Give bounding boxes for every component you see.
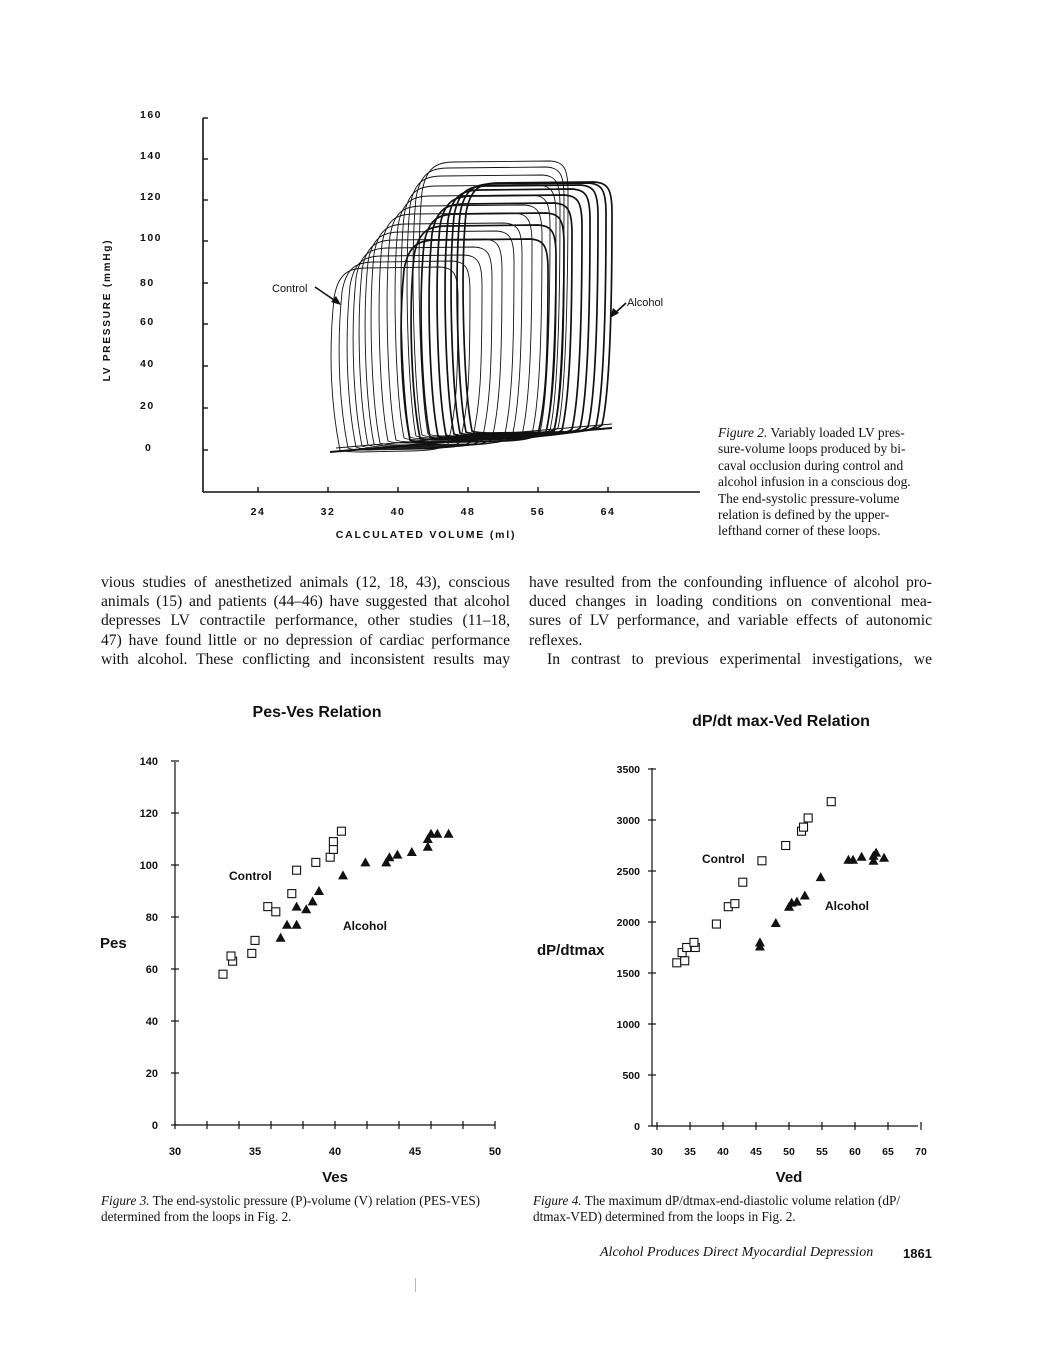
caption-line: The end-systolic pressure (P)-volume (V) relation (PES-VES) [152,1193,481,1208]
fig2-x-tick-label: 64 [600,506,616,518]
fig2-y-tick-label: 160 [140,109,163,121]
fig4-title: dP/dt max-Ved Relation [692,713,870,730]
caption-lead: Figure 2. [718,425,768,440]
caption-line: determined from the loops in Fig. 2. [101,1209,292,1225]
fig4-y-tick-label: 3000 [616,815,640,827]
caption-line: dtmax-VED) determined from the loops in Fig. 2. [533,1209,796,1225]
fig3-point-alcohol [384,852,394,861]
fig3-tick-marks [171,761,495,1129]
fig3-y-tick-label: 140 [139,756,158,768]
fig2-label-control: Control [272,283,308,295]
fig3-point-control [272,908,280,916]
fig4-point-alcohol [800,890,810,899]
fig4-point-control [758,857,766,865]
fig4-point-control [690,938,698,946]
fig3-y-tick-label: 40 [145,1016,158,1028]
fig4-y-tick-label: 1000 [616,1019,640,1031]
body-line: duced changes in loading conditions on conventional mea- [529,593,932,611]
fig3-y-tick-label: 20 [145,1068,158,1080]
fig3-point-control [264,903,272,911]
caption-line: Variably loaded LV pres- [770,425,905,440]
fig3-y-tick-label: 120 [139,808,158,820]
fig3-point-control [312,858,320,866]
fig2-y-tick-label: 60 [140,316,155,328]
fig2-y-axis-label: LV PRESSURE (mmHg) [102,238,113,382]
fig4-point-alcohol [871,848,881,857]
fig4-x-axis-label: Ved [775,1169,803,1186]
fig2-pressure-volume-loops [330,161,612,452]
fig2-y-tick-label: 140 [140,150,163,162]
fig2-y-tick-label: 120 [140,191,163,203]
fig4-point-alcohol [879,853,889,862]
caption-line: lefthand corner of these loops. [718,523,881,539]
fig3-point-alcohol [392,850,402,859]
fig4-annotation-control: Control [702,852,745,866]
fig4-x-tick-label: 40 [717,1146,729,1158]
fig3-x-tick-label: 35 [248,1146,262,1158]
fig3-title: Pes-Ves Relation [252,704,382,721]
fig3-y-axis-label: Pes [100,935,127,952]
fig2-x-tick-label: 32 [320,506,336,518]
fig4-x-tick-label: 55 [816,1146,828,1158]
fig3-point-control [248,949,256,957]
page-number: 1861 [903,1246,932,1261]
body-line: have resulted from the confounding influence of alcohol pro- [529,574,932,591]
body-line: 47) have found little or no depression of cardiac performance [101,631,510,649]
fig3-point-alcohol [282,920,292,929]
fig3-x-tick-label: 30 [168,1146,182,1158]
caption-lead: Figure 3. [101,1193,150,1208]
caption-line: alcohol infusion in a conscious dog. [718,474,911,490]
figure-3-caption [101,1193,511,1226]
fig4-x-tick-label: 45 [750,1146,762,1158]
fig2-filling-band [330,428,612,452]
scan-mark [415,1278,416,1292]
fig3-point-alcohol [308,896,318,905]
fig3-x-tick-label: 45 [408,1146,422,1158]
fig3-data-points [219,827,454,978]
fig2-x-axis-label: CALCULATED VOLUME (ml) [335,529,517,541]
figure-4-chart [510,690,1049,1190]
body-line: In contrast to previous experimental investigations, we [547,650,932,668]
body-line: vious studies of anesthetized animals (12, 18, 43), conscious [101,574,510,591]
fig4-x-tick-label: 35 [684,1146,696,1158]
fig2-y-tick-label: 100 [140,232,163,244]
figure-2-caption [718,425,943,540]
fig3-point-alcohol [444,829,454,838]
fig3-point-control [288,890,296,898]
fig3-point-alcohol [432,829,442,838]
body-text-right-column [529,573,932,669]
fig4-point-control [712,920,720,928]
fig3-point-alcohol [292,902,302,911]
fig3-x-tick-label: 40 [328,1146,342,1158]
caption-line: The maximum dP/dtmax-end-diastolic volume relation (dP/ [584,1193,900,1208]
fig3-point-alcohol [407,847,417,856]
fig4-point-control [739,878,747,886]
fig3-point-control [337,827,345,835]
caption-line: The end-systolic pressure-volume [718,490,900,506]
fig4-point-control [800,823,808,831]
fig4-point-alcohol [816,872,826,881]
fig2-y-tick-label: 40 [140,358,155,370]
fig3-point-control [329,845,337,853]
fig2-x-tick-label: 48 [460,506,476,518]
fig3-y-tick-label: 60 [145,964,158,976]
fig3-point-control [219,970,227,978]
fig3-point-alcohol [360,857,370,866]
fig3-annotation-control: Control [229,869,272,883]
fig3-point-alcohol [423,842,433,851]
fig3-x-tick-label: 50 [488,1146,502,1158]
caption-line: sure-volume loops produced by bi- [718,441,906,457]
fig4-y-tick-label: 2000 [616,917,640,929]
fig2-y-tick-label: 0 [145,442,153,454]
fig2-x-tick-label: 56 [530,506,546,518]
fig2-x-tick-label: 40 [390,506,406,518]
fig2-x-tick-label: 24 [250,506,266,518]
fig2-loop [411,225,556,440]
fig4-point-alcohol [857,852,867,861]
fig4-x-tick-label: 65 [882,1146,894,1158]
fig4-point-control [827,798,835,806]
fig4-point-control [782,842,790,850]
caption-lead: Figure 4. [533,1193,582,1208]
body-text-left-column [101,573,510,669]
fig2-label-alcohol: Alcohol [627,297,664,309]
fig3-y-tick-label: 80 [145,912,158,924]
fig4-point-control [681,957,689,965]
fig3-point-alcohol [314,886,324,895]
body-line: sures of LV performance, and variable effects of autonomic [529,612,932,630]
fig4-point-control [673,959,681,967]
running-title: Alcohol Produces Direct Myocardial Depression [600,1245,874,1260]
fig3-point-control [227,952,235,960]
fig3-point-alcohol [276,933,286,942]
fig4-point-alcohol [755,937,765,946]
fig3-point-control [329,838,337,846]
fig2-y-tick-label: 80 [140,277,155,289]
fig4-point-control [804,814,812,822]
fig4-point-alcohol [771,918,781,927]
fig3-y-tick-label: 100 [139,860,158,872]
fig4-x-tick-label: 60 [849,1146,861,1158]
fig4-y-tick-label: 0 [634,1121,640,1133]
fig4-y-tick-label: 1500 [616,968,640,980]
fig4-y-tick-label: 500 [622,1070,640,1082]
fig4-x-tick-label: 70 [915,1146,927,1158]
fig3-point-alcohol [338,870,348,879]
fig4-x-tick-label: 30 [651,1146,663,1158]
body-line: depresses LV contractile performance, other studies (11–18, [101,612,510,630]
fig4-data-points [673,798,889,967]
fig3-x-axis-label: Ves [322,1169,348,1186]
body-line: animals (15) and patients (44–46) have suggested that alcohol [101,593,510,611]
fig4-point-control [731,900,739,908]
fig4-y-axis-label: dP/dtmax [537,942,605,959]
figure-3-chart [0,690,530,1190]
fig3-annotation-alcohol: Alcohol [343,919,387,933]
fig3-y-tick-label: 0 [151,1120,158,1132]
fig3-point-alcohol [301,904,311,913]
caption-line: relation is defined by the upper- [718,507,890,523]
fig3-point-control [251,936,259,944]
body-line: with alcohol. These conflicting and inconsistent results may [101,650,510,668]
fig2-control-arrowhead [331,296,341,305]
fig3-point-control [326,853,334,861]
fig3-point-alcohol [292,920,302,929]
fig4-y-tick-label: 2500 [616,866,640,878]
caption-line: caval occlusion during control and [718,457,904,473]
fig4-y-tick-label: 3500 [616,764,640,776]
fig2-y-tick-label: 20 [140,400,155,412]
body-line: reflexes. [529,631,583,649]
fig4-x-tick-label: 50 [783,1146,795,1158]
fig4-annotation-alcohol: Alcohol [825,899,869,913]
fig3-point-control [293,866,301,874]
figure-4-caption [533,1193,943,1226]
